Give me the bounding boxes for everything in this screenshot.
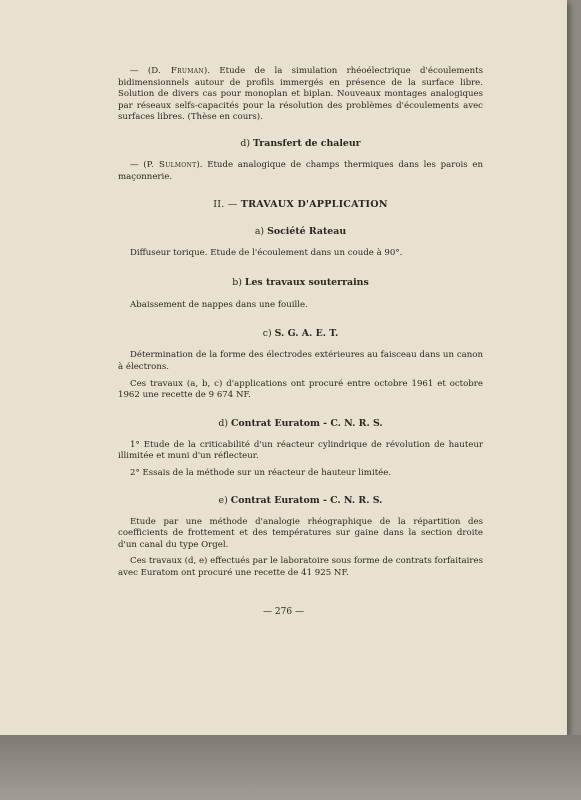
- section-c-paragraph-2: Ces travaux (a, b, c) d'applications ont procuré entre octobre 1961 et octobre 1962 une recette de 9 674 NF.: [118, 378, 483, 401]
- section-letter: a): [254, 226, 265, 238]
- section-letter: e): [218, 494, 228, 506]
- heat-title: Transfert de chaleur: [253, 137, 361, 149]
- section-title: Les travaux souterrains: [244, 276, 369, 288]
- section-e-paragraph-2: Ces travaux (d, e) effectués par le laboratoire sous forme de contrats forfaitaires avec Euratom ont procuré une recette de 41 925 NF.: [118, 556, 483, 578]
- part-title: TRAVAUX D'APPLICATION: [240, 199, 388, 211]
- page-content: [118, 66, 483, 579]
- page-number: — 276 —: [263, 607, 304, 617]
- section-e-paragraph-1: Etude par une méthode d'analogie rhéographique de la répartition des coefficients de frottement et des températures sur gaine dans la section droite d'un canal du type Orgel.: [118, 516, 483, 550]
- section-a-paragraph: Diffuseur torique. Etude de l'écoulement dans un coude à 90°.: [130, 248, 403, 259]
- section-c-paragraph-1: Détermination de la forme des électrodes extérieures au faisceau dans un canon à électrons.: [118, 350, 483, 372]
- heat-paragraph: — (P. Sulmont). Etude analogique de champs thermiques dans les parois en maçonnerie.: [118, 159, 483, 182]
- part-numeral: II. —: [213, 199, 238, 211]
- heat-letter: d): [240, 137, 251, 149]
- section-heading-a: [118, 226, 483, 238]
- section-heading-e: [118, 495, 483, 507]
- part-heading: [118, 199, 483, 211]
- section-d-paragraph-2: 2° Essais de la méthode sur un réacteur de hauteur limitée.: [130, 467, 392, 478]
- section-d-paragraph-1: 1° Etude de la criticabilité d'un réacteur cylindrique de révolution de hauteur illimitée et muni d'un réflecteur.: [118, 439, 483, 462]
- section-b-paragraph: Abaissement de nappes dans une fouille.: [130, 299, 308, 310]
- scanner-background: [0, 735, 581, 800]
- intro-paragraph: — (D. Fruman). Etude de la simulation rhéoélectrique d'écoulements bidimensionnels autour de profils immergés en présence de la surface libre. Solution de divers cas pour monoplan et biplan. Nouveaux montages analogiques par réseaux selfs-capacités pour la résolution des problèmes d'écoulements avec surfaces libres. (Thèse en cours).: [118, 66, 483, 123]
- section-letter: b): [232, 276, 242, 288]
- intro-text: Etude de la simulation rhéoélectrique d'écoulements bidimensionnels autour de profils immergés en présence de la surface libre. Solution de divers cas pour monoplan et biplan. Nouveaux montages analogiques par réseaux selfs-capacités pour la résolution des problèmes d'écoulements avec surfaces libres. (Thèse en cours).: [118, 66, 483, 123]
- section-letter: c): [262, 328, 272, 340]
- heat-text: Etude analogique de champs thermiques dans les parois en maçonnerie.: [118, 159, 483, 182]
- heat-heading: [118, 138, 483, 150]
- section-title: S. G. A. E. T.: [274, 328, 339, 340]
- heat-author: P. Sulmont: [146, 159, 197, 170]
- section-title: Société Rateau: [267, 226, 347, 238]
- section-title: Contrat Euratom - C. N. R. S.: [230, 494, 383, 506]
- section-heading-b: [118, 277, 483, 289]
- section-heading-c: [118, 328, 483, 340]
- section-heading-d: [118, 418, 483, 430]
- intro-author: D. Fruman: [151, 66, 204, 76]
- section-title: Contrat Euratom - C. N. R. S.: [230, 417, 383, 429]
- section-letter: d): [218, 417, 228, 429]
